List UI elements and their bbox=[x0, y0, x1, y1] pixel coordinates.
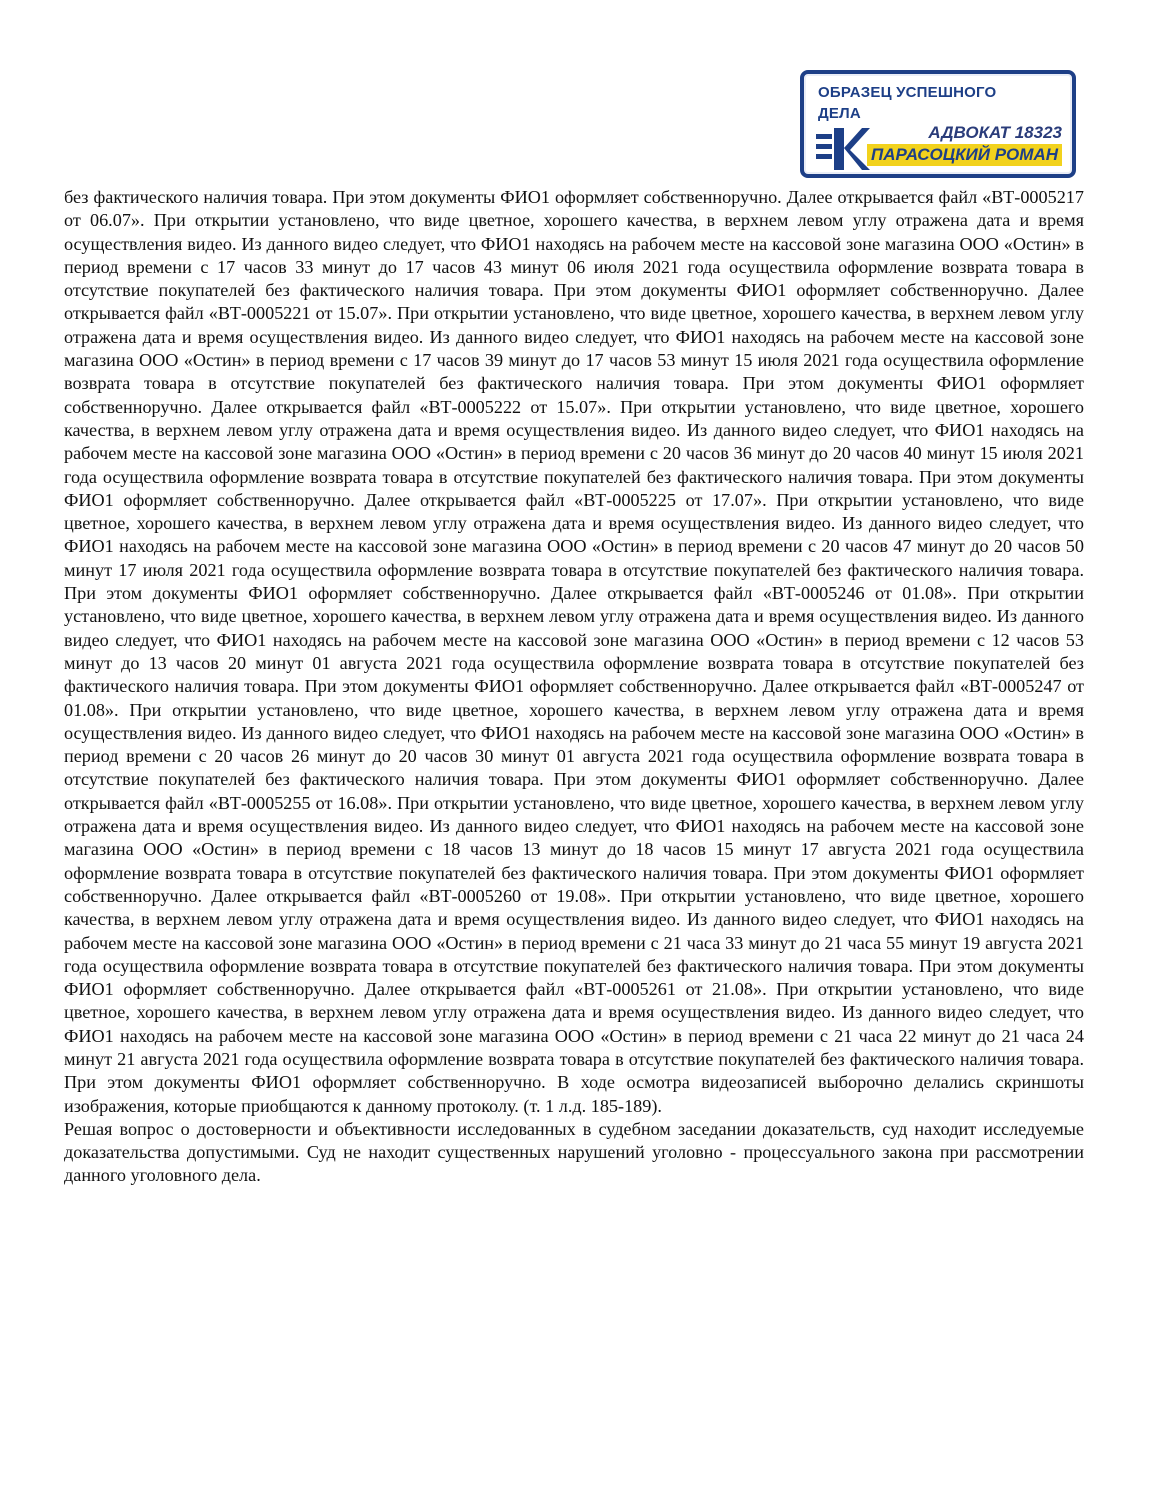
document-paragraph-1: без фактического наличия товара. При этом документы ФИО1 оформляет собственноручно. Далее открывается файл «ВТ-0005217 от 06.07». При открытии установлено, что виде цветное, хорошего качества, в верхнем левом углу отражена дата и время осуществления видео. Из данного видео следует, что ФИО1 находясь на рабочем месте на кассовой зоне магазина ООО «Остин» в период времени с 17 часов 33 минут до 17 часов 43 минут 06 июля 2021 года осуществила оформление возврата товара в отсутствие покупателей без фактического наличия товара. При этом документы ФИО1 оформляет собственноручно. Далее открывается файл «ВТ-0005221 от 15.07». При открытии установлено, что виде цветное, хорошего качества, в верхнем левом углу отражена дата и время осуществления видео. Из данного видео следует, что ФИО1 находясь на рабочем месте на кассовой зоне магазина ООО «Остин» в период времени с 17 часов 39 минут до 17 часов 53 минут 15 июля 2021 года осуществила оформление возврата товара в отсутствие покупателей без фактического наличия товара. При этом документы ФИО1 оформляет собственноручно. Далее открывается файл «ВТ-0005222 от 15.07». При открытии установлено, что виде цветное, хорошего качества, в верхнем левом углу отражена дата и время осуществления видео. Из данного видео следует, что ФИО1 находясь на рабочем месте на кассовой зоне магазина ООО «Остин» в период времени с 20 часов 36 минут до 20 часов 40 минут 15 июля 2021 года осуществила оформление возврата товара в отсутствие покупателей без фактического наличия товара. При этом документы ФИО1 оформляет собственноручно. Далее открывается файл «ВТ-0005225 от 17.07». При открытии установлено, что виде цветное, хорошего качества, в верхнем левом углу отражена дата и время осуществления видео. Из данного видео следует, что ФИО1 находясь на рабочем месте на кассовой зоне магазина ООО «Остин» в период времени с 20 часов 47 минут до 20 часов 50 минут 17 июля 2021 года осуществила оформление возврата товара в отсутствие покупателей без фактического наличия товара. При этом документы ФИО1 оформляет собственноручно. Далее открывается файл «ВТ-0005246 от 01.08». При открытии установлено, что виде цветное, хорошего качества, в верхнем левом углу отражена дата и время осуществления видео. Из данного видео следует, что ФИО1 находясь на рабочем месте на кассовой зоне магазина ООО «Остин» в период времени с 12 часов 53 минут до 13 часов 20 минут 01 августа 2021 года осуществила оформление возврата товара в отсутствие покупателей без фактического наличия товара. При этом документы ФИО1 оформляет собственноручно. Далее открывается файл «ВТ-0005247 от 01.08». При открытии установлено, что виде цветное, хорошего качества, в верхнем левом углу отражена дата и время осуществления видео. Из данного видео следует, что ФИО1 находясь на рабочем месте на кассовой зоне магазина ООО «Остин» в период времени с 20 часов 26 минут до 20 часов 30 минут 01 августа 2021 года осуществила оформление возврата товара в отсутствие покупателей без фактического наличия товара. При этом документы ФИО1 оформляет собственноручно. Далее открывается файл «ВТ-0005255 от 16.08». При открытии установлено, что виде цветное, хорошего качества, в верхнем левом углу отражена дата и время осуществления видео. Из данного видео следует, что ФИО1 находясь на рабочем месте на кассовой зоне магазина ООО «Остин» в период времени с 18 часов 13 минут до 18 часов 15 минут 17 августа 2021 года осуществила оформление возврата товара в отсутствие покупателей без фактического наличия товара. При этом документы ФИО1 оформляет собственноручно. Далее открывается файл «ВТ-0005260 от 19.08». При открытии установлено, что виде цветное, хорошего качества, в верхнем левом углу отражена дата и время осуществления видео. Из данного видео следует, что ФИО1 находясь на рабочем месте на кассовой зоне магазина ООО «Остин» в период времени с 21 часа 33 минут до 21 часа 55 минут 19 августа 2021 года осуществила оформление возврата товара в отсутствие покупателей без фактического наличия товара. При этом документы ФИО1 оформляет собственноручно. Далее открывается файл «ВТ-0005261 от 21.08». При открытии установлено, что виде цветное, хорошего качества, в верхнем левом углу отражена дата и время осуществления видео. Из данного видео следует, что ФИО1 находясь на рабочем месте на кассовой зоне магазина ООО «Остин» в период времени с 21 часа 22 минут до 21 часа 24 минут 21 августа 2021 года осуществила оформление возврата товара в отсутствие покупателей без фактического наличия товара. При этом документы ФИО1 оформляет собственноручно. В ходе осмотра видеозаписей выборочно делались скриншоты изображения, которые приобщаются к данному протоколу. (т. 1 л.д. 185-189). bbox=[64, 187, 1084, 1116]
document-paragraph-2: Решая вопрос о достоверности и объективности исследованных в судебном заседании доказательств, суд находит исследуемые доказательства допустимыми. Суд не находит существенных нарушений уголовно - процессуального закона при рассмотрении данного уголовного дела. bbox=[64, 1118, 1084, 1186]
stamp-heading bbox=[818, 82, 996, 124]
advocate-stamp bbox=[800, 70, 1076, 178]
stamp-advocate-fullname: ПАРАСОЦКИЙ РОМАН bbox=[867, 144, 1062, 166]
stamp-heading-line-1: ОБРАЗЕЦ УСПЕШНОГО bbox=[818, 84, 997, 101]
stamp-heading-line-2: ДЕЛА bbox=[818, 105, 861, 122]
stamp-advocate-name bbox=[867, 122, 1062, 166]
law-firm-logo-icon bbox=[816, 126, 870, 172]
document-body bbox=[64, 186, 1084, 1188]
stamp-advocate-title: АДВОКАТ 18323 bbox=[928, 123, 1062, 142]
